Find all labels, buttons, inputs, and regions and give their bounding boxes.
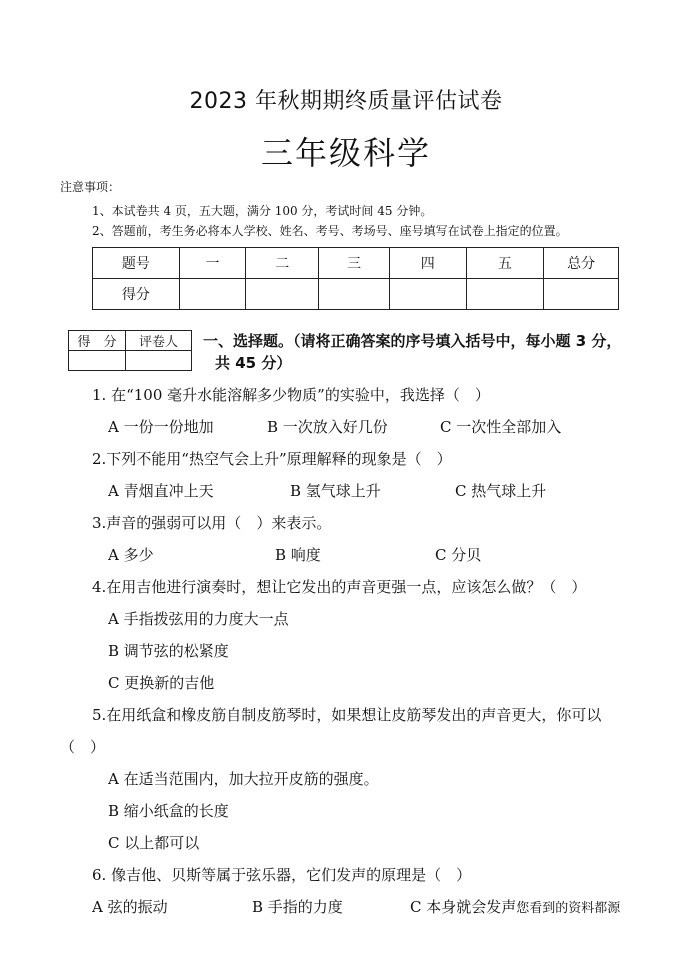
grader-score-label: 得 分 [69,331,126,351]
question-stem-continuation: （ ） [60,738,106,756]
question-option: A 青烟直冲上天 [108,482,214,500]
score-cell[interactable] [466,279,544,310]
score-cell[interactable] [544,279,619,310]
question-option: B 一次放入好几份 [267,418,388,436]
watermark-text: 您看到的资料都源 [516,901,621,916]
question-option: A 手指拨弦用的力度大一点 [108,610,289,628]
grader-box [68,330,192,371]
score-header-cell: 三 [319,248,390,279]
score-cell[interactable] [319,279,390,310]
question-stem: 4.在用吉他进行演奏时，想让它发出的声音更强一点，应该怎么做？（ ） [92,578,587,596]
score-cell[interactable] [389,279,466,310]
score-header-cell: 一 [179,248,246,279]
score-header-cell: 二 [246,248,319,279]
question-stem: 2.下列不能用“热空气会上升”原理解释的现象是（ ） [92,450,452,468]
question-option: C 本身就会发声 [410,898,517,916]
question-stem: 6. 像吉他、贝斯等属于弦乐器，它们发声的原理是（ ） [92,866,472,884]
grader-score-cell[interactable] [69,351,126,371]
question-option: A 一份一份地加 [108,418,214,436]
question-option: B 氢气球上升 [290,482,381,500]
score-row-label: 得分 [93,279,180,310]
score-cell[interactable] [246,279,319,310]
section-heading [203,330,643,374]
question-option: C 分贝 [435,546,482,564]
note-item: 1、本试卷共 4 页，五大题，满分 100 分，考试时间 45 分钟。 [92,204,433,218]
note-item: 2、答题前，考生务必将本人学校、姓名、考号、考场号、座号填写在试卷上指定的位置。 [92,224,568,238]
score-table-score-row [93,279,619,310]
grader-name-label: 评卷人 [126,331,192,351]
question-option: A 多少 [108,546,154,564]
score-table-header-row [93,248,619,279]
exam-title: 2023 年秋期期终质量评估试卷 [189,89,503,114]
question-option: B 缩小纸盒的长度 [108,802,229,820]
score-header-cell: 题号 [93,248,180,279]
grader-name-cell[interactable] [126,351,192,371]
question-option: A 在适当范围内，加大拉开皮筋的强度。 [108,770,379,788]
question-option: C 热气球上升 [455,482,547,500]
question-option-with-watermark [410,896,620,917]
question-option: B 手指的力度 [252,898,343,916]
score-table [92,247,619,310]
exam-subject: 三年级科学 [260,134,431,172]
score-cell[interactable] [179,279,246,310]
section-heading-line2: 共 45 分） [215,354,292,372]
score-header-cell: 五 [466,248,544,279]
notes-heading: 注意事项： [60,180,121,194]
score-header-cell: 总分 [544,248,619,279]
question-stem: 3.声音的强弱可以用（ ）来表示。 [92,514,332,532]
question-option: B 响度 [275,546,321,564]
question-option: A 弦的振动 [92,898,168,916]
question-option: C 以上都可以 [108,834,200,852]
score-header-cell: 四 [389,248,466,279]
question-stem: 1. 在“100 毫升水能溶解多少物质”的实验中，我选择（ ） [92,386,490,404]
question-stem: 5.在用纸盒和橡皮筋自制皮筋琴时，如果想让皮筋琴发出的声音更大，你可以 [92,706,602,724]
section-heading-line1: 一、选择题。（请将正确答案的序号填入括号中，每小题 3 分， [203,332,622,350]
question-option: B 调节弦的松紧度 [108,642,229,660]
question-option: C 一次性全部加入 [440,418,562,436]
question-option: C 更换新的吉他 [108,674,215,692]
